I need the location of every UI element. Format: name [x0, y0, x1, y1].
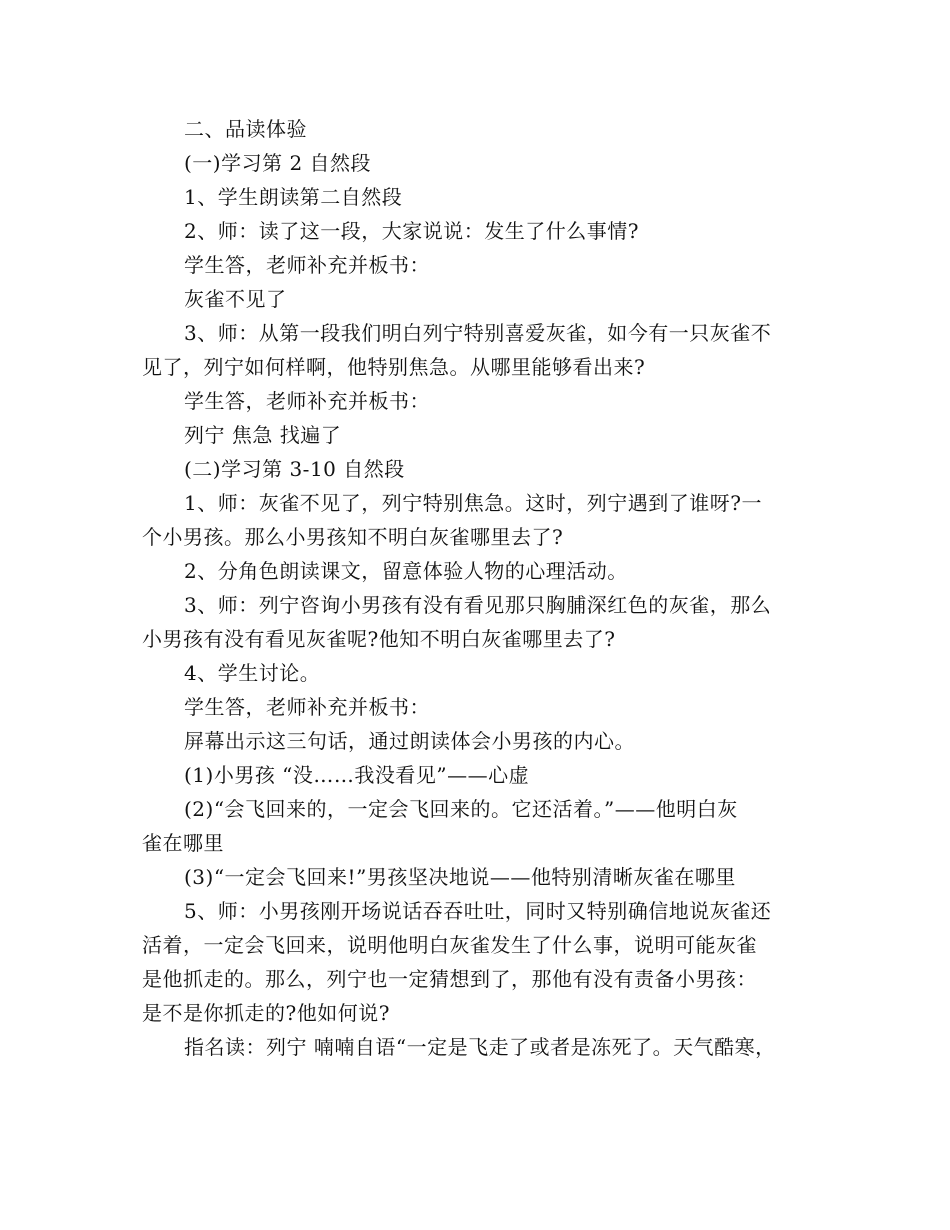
text-line: 指名读：列宁 喃喃自语“一定是飞走了或者是冻死了。天气酷寒， [184, 1035, 776, 1059]
text-line: 学生答，老师补充并板书： [184, 389, 430, 413]
text-line: 个小男孩。那么小男孩知不明白灰雀哪里去了? [142, 525, 564, 549]
document-page [142, 112, 814, 1064]
text-line: 是不是你抓走的?他如何说? [142, 1001, 390, 1025]
text-line: 1、师：灰雀不见了，列宁特别焦急。这时，列宁遇到了谁呀?一 [184, 491, 762, 515]
text-line: (2)“会飞回来的，一定会飞回来的。它还活着。”——他明白灰 [184, 797, 738, 821]
text-line: 见了，列宁如何样啊，他特别焦急。从哪里能够看出来? [142, 355, 646, 379]
text-line: 雀在哪里 [142, 831, 224, 855]
text-line: 列宁 焦急 找遍了 [184, 423, 342, 447]
section-heading: 二、品读体验 [184, 117, 307, 141]
subsection-heading: (二)学习第 3-10 自然段 [184, 457, 405, 481]
text-line: 学生答，老师补充并板书： [184, 253, 430, 277]
text-line: (3)“一定会飞回来!”男孩坚决地说——他特别清晰灰雀在哪里 [184, 865, 736, 889]
text-line: 3、师：从第一段我们明白列宁特别喜爱灰雀，如今有一只灰雀不 [184, 321, 772, 345]
text-line: 活着，一定会飞回来，说明他明白灰雀发生了什么事，说明可能灰雀 [142, 933, 757, 957]
text-line: 小男孩有没有看见灰雀呢?他知不明白灰雀哪里去了? [142, 627, 616, 651]
text-line: 3、师：列宁咨询小男孩有没有看见那只胸脯深红色的灰雀，那么 [184, 593, 772, 617]
text-line: 2、分角色朗读课文，留意体验人物的心理活动。 [184, 559, 628, 583]
text-line: (1)小男孩 “没……我没看见”——心虚 [184, 763, 530, 787]
text-line: 5、师：小男孩刚开场说话吞吞吐吐，同时又特别确信地说灰雀还 [184, 899, 772, 923]
subsection-heading: (一)学习第 2 自然段 [184, 151, 372, 175]
text-line: 1、学生朗读第二自然段 [184, 185, 403, 209]
text-line: 学生答，老师补充并板书： [184, 695, 430, 719]
text-line: 灰雀不见了 [184, 287, 287, 311]
text-line: 是他抓走的。那么，列宁也一定猜想到了，那他有没有责备小男孩： [142, 967, 757, 991]
text-line: 4、学生讨论。 [184, 661, 321, 685]
text-line: 屏幕出示这三句话，通过朗读体会小男孩的内心。 [184, 729, 635, 753]
text-line: 2、师：读了这一段，大家说说：发生了什么事情? [184, 219, 639, 243]
